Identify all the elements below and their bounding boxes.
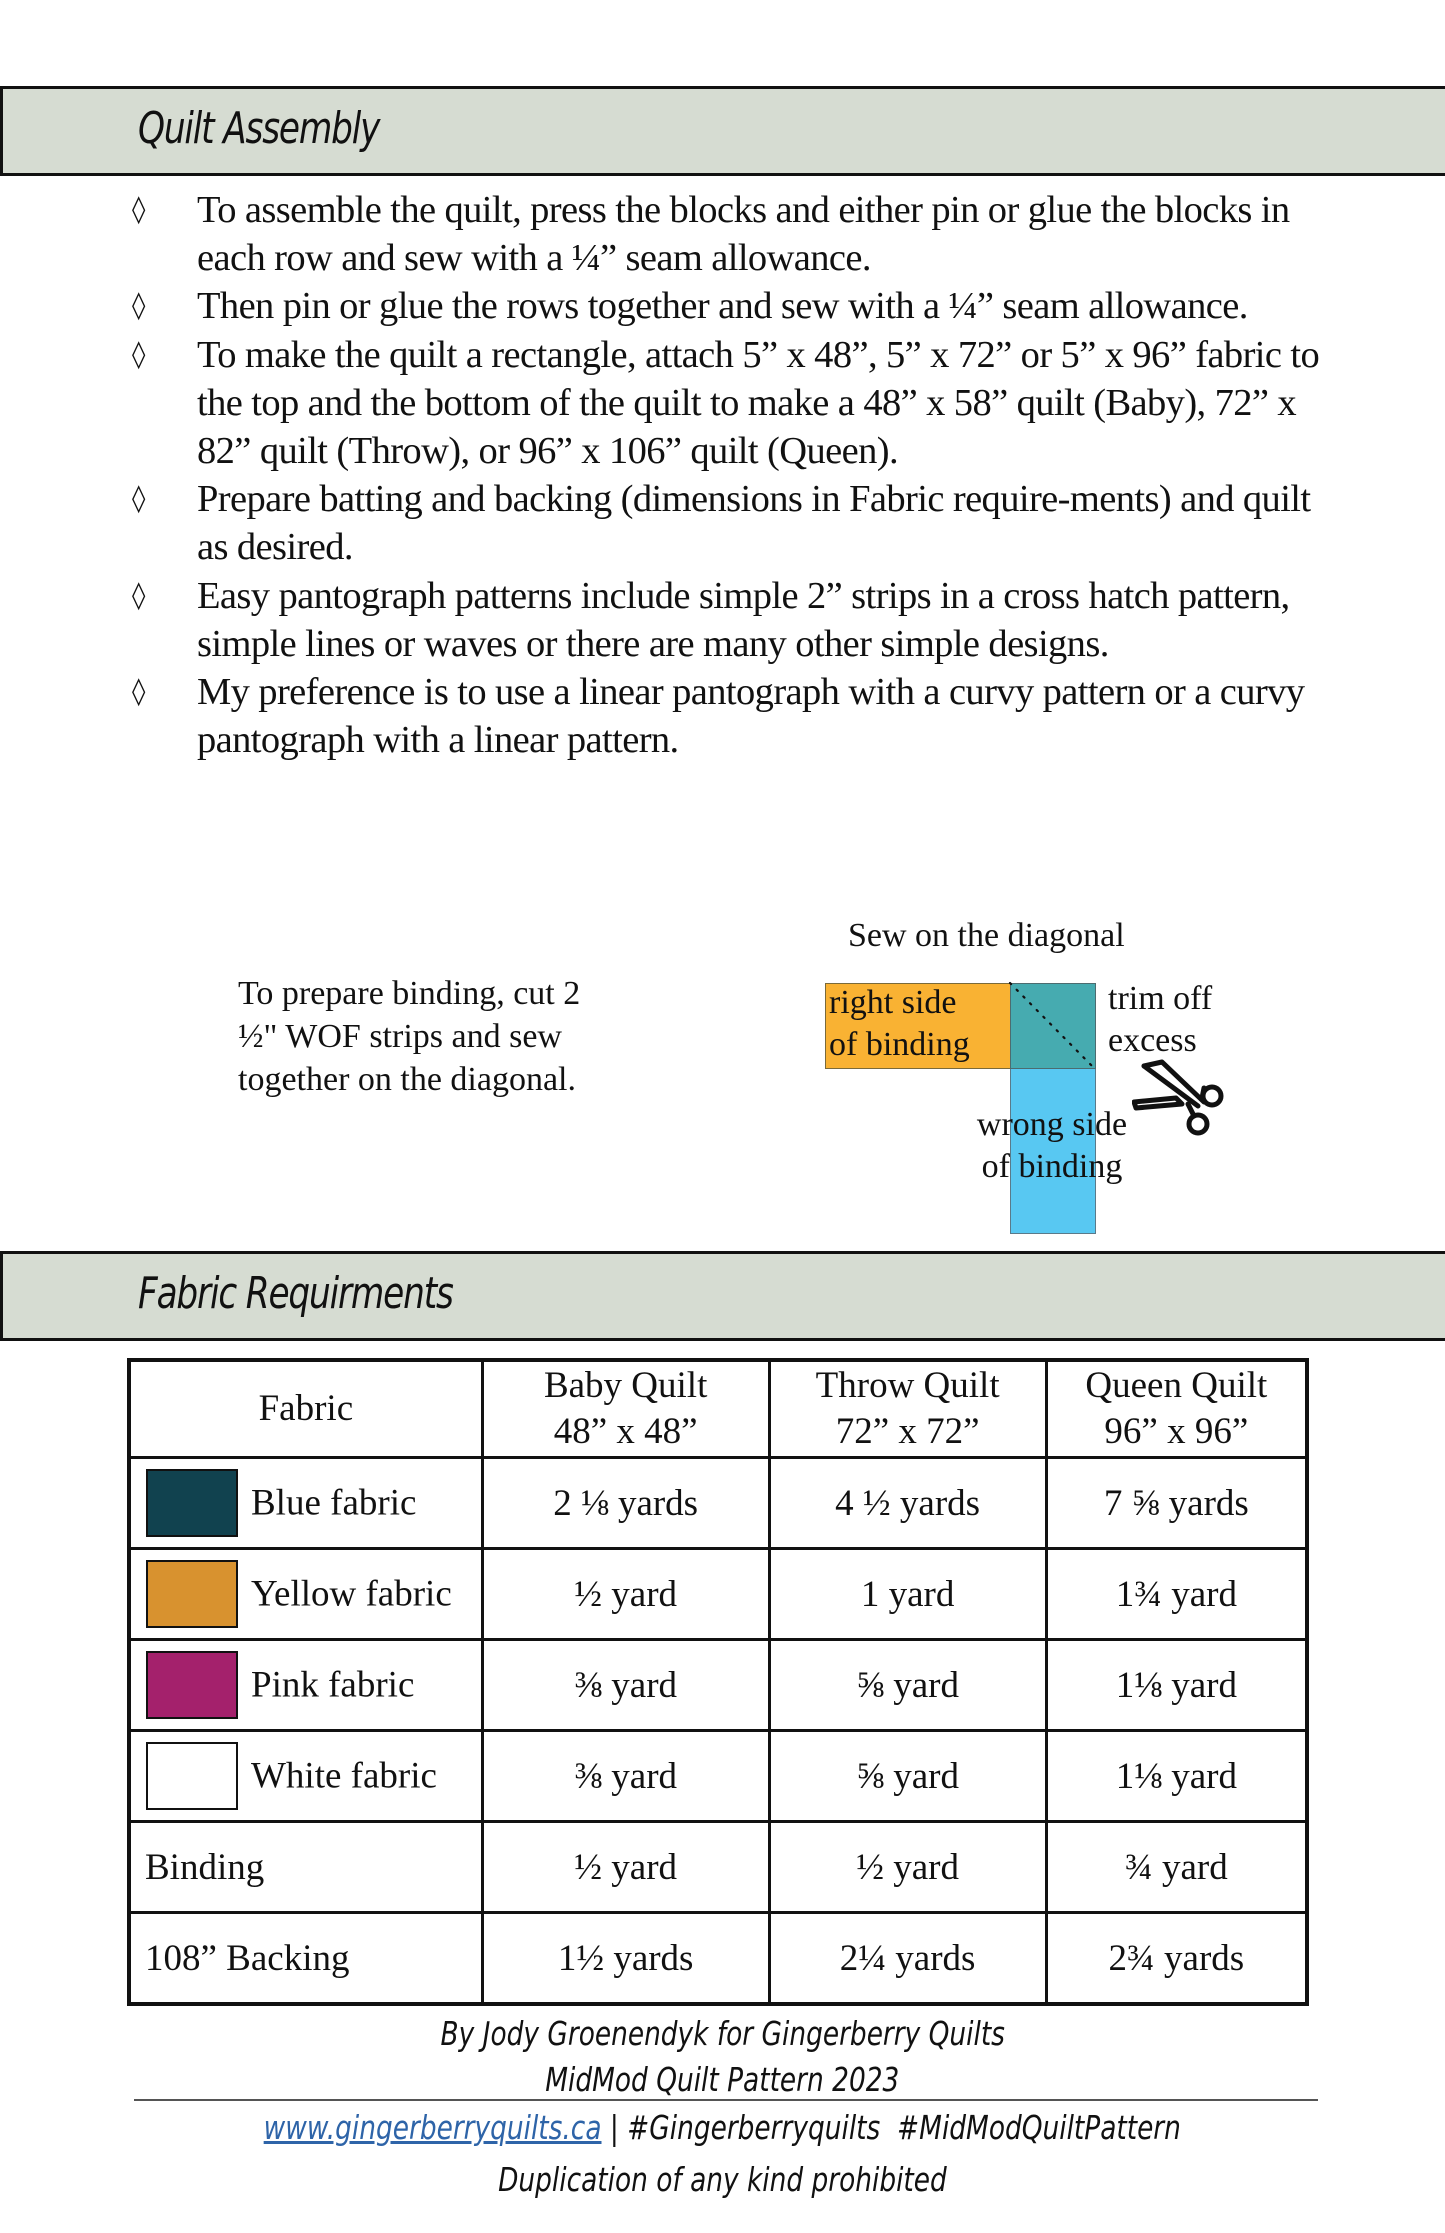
baby-value: ⅜ yard [482, 1731, 769, 1822]
column-header-baby [482, 1360, 769, 1458]
header-line: 96” x 96” [1104, 1411, 1249, 1452]
throw-value: ½ yard [769, 1822, 1046, 1913]
throw-value: 1 yard [769, 1549, 1046, 1640]
column-header-fabric [129, 1360, 482, 1458]
list-item [130, 668, 1330, 764]
throw-value: ⅝ yard [769, 1640, 1046, 1731]
notice-text: Duplication of any kind prohibited [498, 2160, 947, 2199]
fabric-cell [129, 1549, 482, 1640]
header-line: Throw Quilt [815, 1365, 1000, 1406]
section-title: Fabric Requirments [138, 1268, 453, 1319]
section-header-fabric-requirements [0, 1251, 1445, 1341]
diagonal-seam-line [1005, 980, 1105, 1075]
table-row [129, 1640, 1307, 1731]
wrong-side-label [962, 1104, 1142, 1188]
table-row [129, 1549, 1307, 1640]
scissors-icon [1132, 1058, 1228, 1138]
table-row [129, 1913, 1307, 2005]
step-text: My preference is to use a linear pantograph with a curvy pattern or a curvy pantograph with a linear pattern. [197, 671, 1305, 762]
footer-links [0, 2108, 1445, 2147]
footer-divider [134, 2099, 1318, 2101]
label-line: excess [1108, 1022, 1197, 1059]
fabric-name: 108” Backing [129, 1913, 482, 2005]
trim-label [1108, 978, 1212, 1062]
fabric-name: Blue fabric [251, 1482, 417, 1524]
table-row [129, 1731, 1307, 1822]
fabric-swatch-yellow [146, 1560, 238, 1628]
step-text: To make the quilt a rectangle, attach 5” x 48”, 5” x 72” or 5” x 96” fabric to the top and the bottom of the quilt to make a 48” x 58” quilt (Baby), 72” x 82” quilt (Throw), or 96” x 106” quilt (Queen). [197, 333, 1320, 473]
header-line: 48” x 48” [553, 1411, 698, 1452]
website-link[interactable]: www.gingerberryquilts.ca [263, 2108, 602, 2147]
fabric-name: Binding [129, 1822, 482, 1913]
fabric-name: Yellow fabric [251, 1573, 452, 1615]
queen-value: 7 ⅝ yards [1046, 1458, 1307, 1549]
credit-text: By Jody Groenendyk for Gingerberry Quilts [440, 2014, 1005, 2053]
fabric-requirements-table [127, 1358, 1309, 2006]
white-diamond-icon: ◊ [132, 483, 145, 515]
header-line: Fabric [258, 1388, 354, 1429]
header-line: 72” x 72” [835, 1411, 980, 1452]
step-text: Prepare batting and backing (dimensions in Fabric require-ments) and quilt as desired. [197, 478, 1311, 569]
white-diamond-icon: ◊ [132, 194, 145, 225]
binding-line: together on the diagonal. [238, 1061, 577, 1098]
fabric-cell [129, 1458, 482, 1549]
baby-value: 1½ yards [482, 1913, 769, 2005]
label-line: of binding [829, 1026, 970, 1063]
fabric-swatch-white [146, 1742, 238, 1810]
diagram-caption: Sew on the diagonal [848, 917, 1125, 954]
assembly-steps-list [130, 186, 1330, 764]
pattern-text: MidMod Quilt Pattern 2023 [545, 2060, 900, 2099]
queen-value: ¾ yard [1046, 1822, 1307, 1913]
step-text: To assemble the quilt, press the blocks and either pin or glue the blocks in each row and sew with a ¼” seam allowance. [197, 189, 1290, 280]
baby-value: ½ yard [482, 1549, 769, 1640]
fabric-swatch-blue [146, 1469, 238, 1537]
throw-value: ⅝ yard [769, 1731, 1046, 1822]
list-item [130, 572, 1330, 668]
binding-line: To prepare binding, cut 2 [238, 975, 581, 1012]
separator: | [601, 2108, 628, 2147]
label-line: right side [829, 984, 957, 1021]
fabric-cell [129, 1640, 482, 1731]
fabric-swatch-pink [146, 1651, 238, 1719]
label-line: of binding [981, 1148, 1123, 1185]
header-line: Queen Quilt [1085, 1365, 1268, 1406]
section-title: Quilt Assembly [138, 103, 380, 154]
fabric-name: White fabric [251, 1755, 437, 1797]
white-diamond-icon: ◊ [132, 338, 145, 370]
section-header-quilt-assembly [0, 86, 1445, 176]
fabric-cell [129, 1731, 482, 1822]
header-line: Baby Quilt [543, 1365, 708, 1406]
list-item [130, 186, 1330, 282]
table-row [129, 1822, 1307, 1913]
queen-value: 1⅛ yard [1046, 1731, 1307, 1822]
queen-value: 2¾ yards [1046, 1913, 1307, 2005]
baby-value: ½ yard [482, 1822, 769, 1913]
throw-value: 2¼ yards [769, 1913, 1046, 2005]
footer-credit [0, 2014, 1445, 2053]
table-header-row [129, 1360, 1307, 1458]
label-line: wrong side [976, 1106, 1128, 1143]
column-header-throw [769, 1360, 1046, 1458]
footer-pattern [0, 2060, 1445, 2099]
label-line: trim off [1108, 980, 1213, 1017]
step-text: Then pin or glue the rows together and sew with a ¼” seam allowance. [197, 285, 1248, 328]
white-diamond-icon: ◊ [132, 290, 145, 322]
white-diamond-icon: ◊ [132, 579, 145, 611]
right-side-label [829, 982, 970, 1066]
column-header-queen [1046, 1360, 1307, 1458]
list-item [130, 331, 1330, 476]
list-item [130, 282, 1330, 330]
queen-value: 1⅛ yard [1046, 1640, 1307, 1731]
footer-notice [0, 2160, 1445, 2199]
queen-value: 1¾ yard [1046, 1549, 1307, 1640]
throw-value: 4 ½ yards [769, 1458, 1046, 1549]
white-diamond-icon: ◊ [132, 676, 145, 708]
table-row [129, 1458, 1307, 1549]
binding-instructions [238, 972, 708, 1101]
baby-value: 2 ⅛ yards [482, 1458, 769, 1549]
step-text: Easy pantograph patterns include simple 2” strips in a cross hatch pattern, simple lines or waves or there are many other simple designs. [197, 574, 1290, 665]
fabric-name: Pink fabric [251, 1664, 415, 1706]
binding-line: ½" WOF strips and sew [238, 1018, 562, 1055]
baby-value: ⅜ yard [482, 1640, 769, 1731]
list-item [130, 475, 1330, 571]
hashtags: #Gingerberryquilts #MidModQuiltPattern [627, 2108, 1182, 2147]
